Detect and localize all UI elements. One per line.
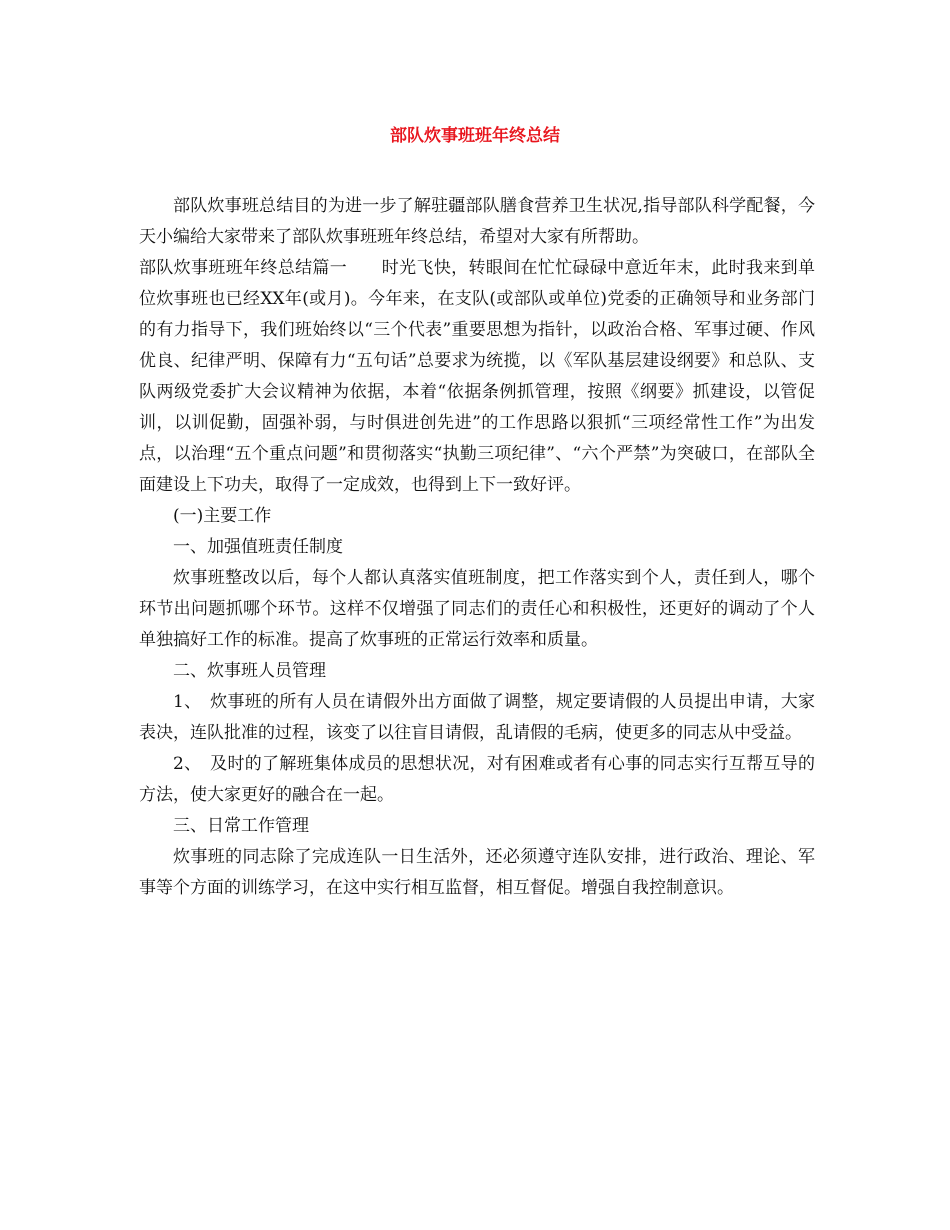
paragraph-duty-responsibility: 炊事班整改以后，每个人都认真落实值班制度，把工作落实到个人，责任到人，哪个环节出问题抓哪个环节。这样不仅增强了同志们的责任心和积极性，还更好的调动了个人单独搞好工作的标准。提高了炊事班的正常运行效率和质量。 [139,568,815,650]
heading-duty-responsibility: 一、加强值班责任制度 [173,537,343,557]
heading-main-work: (一)主要工作 [173,506,272,526]
paragraph-member-care: 2、 及时的了解班集体成员的思想状况，对有困难或者有心事的同志实行互帮互导的方法，使大家更好的融合在一起。 [139,754,815,805]
paragraph-leave-policy: 1、 炊事班的所有人员在请假外出方面做了调整，规定要请假的人员提出申请，大家表决，连队批准的过程，该变了以往盲目请假，乱请假的毛病，使更多的同志从中受益。 [139,692,815,743]
paragraph-part-one: 部队炊事班班年终总结篇一 时光飞快，转眼间在忙忙碌碌中意近年末，此时我来到单位炊事班也已经XX年(或月)。今年来，在支队(或部队或单位)党委的正确领导和业务部门的有力指导下，我们班始终以“三个代表”重要思想为指针，以政治合格、军事过硬、作风优良、纪律严明、保障有力“五句话”总要求为统揽，以《军队基层建设纲要》和总队、支队两级党委扩大会议精神为依据，本着“依据条例抓管理，按照《纲要》抓建设，以管促训，以训促勤，固强补弱，与时俱进创先进”的工作思路以狠抓“三项经常性工作”为出发点，以治理“五个重点问题”和贯彻落实“执勤三项纪律”、“六个严禁”为突破口，在部队全面建设上下功夫，取得了一定成效，也得到上下一致好评。 [139,258,815,495]
paragraph-daily-work: 炊事班的同志除了完成连队一日生活外，还必须遵守连队安排，进行政治、理论、军事等个方面的训练学习，在这中实行相互监督，相互督促。增强自我控制意识。 [139,847,815,898]
document-body [139,191,815,904]
paragraph-intro: 部队炊事班总结目的为进一步了解驻疆部队膳食营养卫生状况,指导部队科学配餐，今天小编给大家带来了部队炊事班班年终总结，希望对大家有所帮助。 [139,196,815,247]
heading-personnel-management: 二、炊事班人员管理 [173,661,326,681]
document-title: 部队炊事班班年终总结 [390,126,560,146]
heading-daily-work: 三、日常工作管理 [173,816,309,836]
